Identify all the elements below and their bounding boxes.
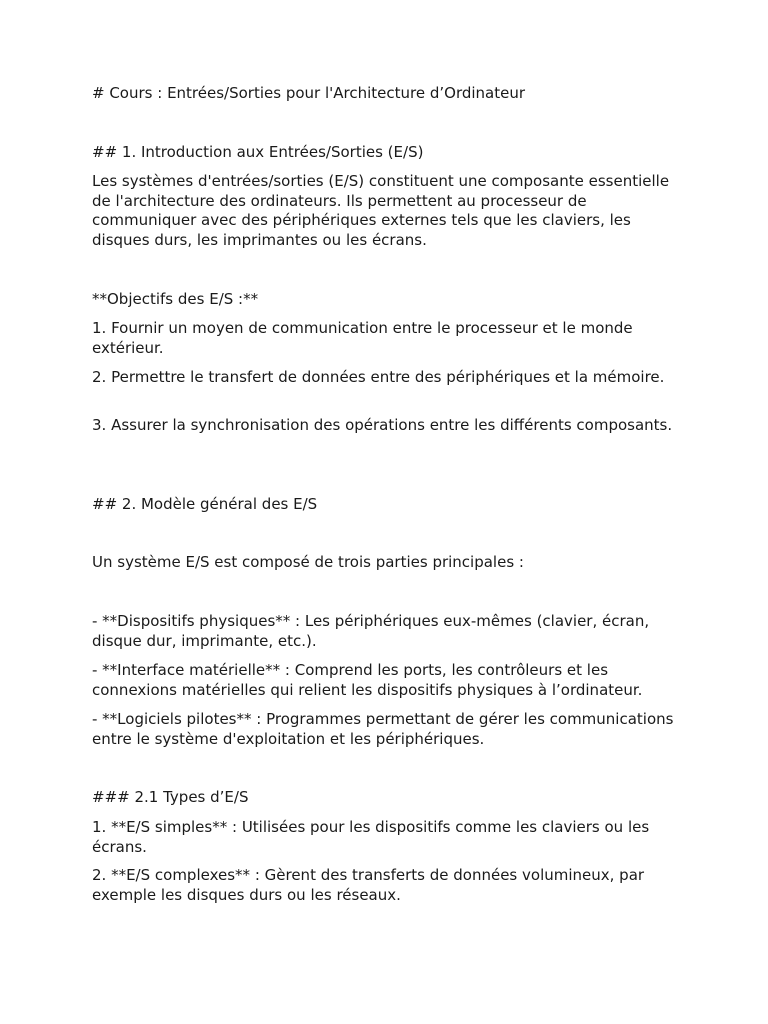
objective-item-3: 3. Assurer la synchronisation des opérations entre les différents composants.	[92, 416, 673, 434]
section-2-intro: Un système E/S est composé de trois parties principales :	[92, 553, 524, 571]
type-item-complex: 2. **E/S complexes** : Gèrent des transferts de données volumineux, par exemple les disques durs ou les réseaux.	[92, 866, 645, 904]
objective-item-1: 1. Fournir un moyen de communication entre le processeur et le monde extérieur.	[92, 319, 633, 357]
section-2-heading: ## 2. Modèle général des E/S	[92, 495, 318, 513]
section-1-heading: ## 1. Introduction aux Entrées/Sorties (E/S)	[92, 143, 424, 161]
part-item-driver-software: - **Logiciels pilotes** : Programmes permettant de gérer les communications entre le système d'exploitation et les périphériques.	[92, 710, 674, 748]
document-title: # Cours : Entrées/Sorties pour l'Architecture d’Ordinateur	[92, 84, 526, 102]
part-item-hardware-interface: - **Interface matérielle** : Comprend les ports, les contrôleurs et les connexions matérielles qui relient les dispositifs physiques à l’ordinateur.	[92, 661, 643, 699]
part-item-physical-devices: - **Dispositifs physiques** : Les périphériques eux-mêmes (clavier, écran, disque dur, imprimante, etc.).	[92, 612, 650, 650]
objective-item-2: 2. Permettre le transfert de données entre des périphériques et la mémoire.	[92, 368, 665, 386]
section-2-1-heading: ### 2.1 Types d’E/S	[92, 788, 249, 806]
type-item-simple: 1. **E/S simples** : Utilisées pour les dispositifs comme les claviers ou les écrans.	[92, 818, 650, 856]
section-1-paragraph: Les systèmes d'entrées/sorties (E/S) constituent une composante essentielle de l'architecture des ordinateurs. Ils permettent au processeur de communiquer avec des périphériques externes tels que les claviers, les disques durs, les imprimantes ou les écrans.	[92, 172, 670, 249]
objectives-label: **Objectifs des E/S :**	[92, 290, 259, 308]
